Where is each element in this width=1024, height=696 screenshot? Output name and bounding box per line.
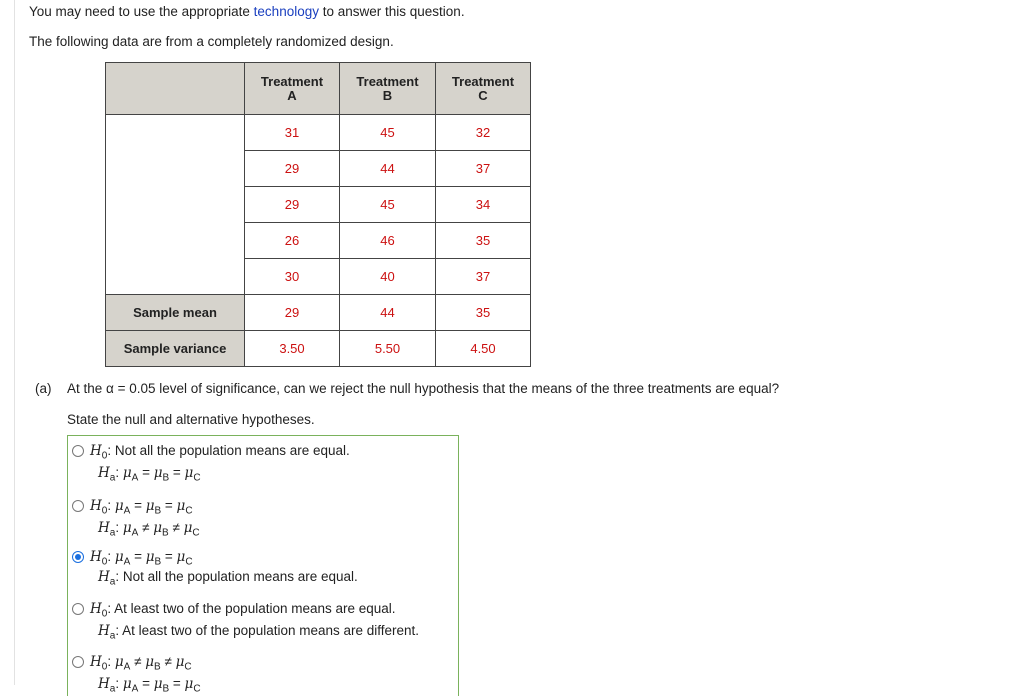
hypothesis-options-box	[67, 435, 459, 696]
alt-hypothesis: $H_a$: $\mu_A = \mu_B = \mu_C$	[98, 465, 201, 484]
technology-link[interactable]: technology	[253, 4, 319, 19]
alt-hypothesis: $H_a$: At least two of the population means are different.	[98, 623, 420, 642]
cell: 3.50	[245, 331, 340, 367]
cell: 45	[340, 187, 436, 223]
cell: 46	[340, 223, 436, 259]
null-hypothesis: $H_0$: At least two of the population means are equal.	[90, 601, 396, 620]
radio-button-selected[interactable]	[72, 551, 84, 563]
sample-variance-label: Sample variance	[106, 331, 245, 367]
cell: 40	[340, 259, 436, 295]
question-tag: (a)	[35, 381, 52, 396]
header-treatment-c: Treatment C	[436, 63, 531, 115]
radio-button[interactable]	[72, 603, 84, 615]
intro-line-1	[29, 4, 465, 19]
cell: 32	[436, 115, 531, 151]
cell: 37	[436, 151, 531, 187]
sample-mean-row	[106, 295, 531, 331]
intro-line-2: The following data are from a completely randomized design.	[29, 34, 394, 49]
header-empty	[106, 63, 245, 115]
table-row	[106, 115, 531, 151]
cell: 37	[436, 259, 531, 295]
cell: 4.50	[436, 331, 531, 367]
header-row	[106, 63, 531, 115]
cell: 35	[436, 295, 531, 331]
sample-variance-row	[106, 331, 531, 367]
cell: 29	[245, 151, 340, 187]
cell: 31	[245, 115, 340, 151]
instruction: State the null and alternative hypotheses.	[67, 412, 315, 427]
header-treatment-b: Treatment B	[340, 63, 436, 115]
cell: 29	[245, 295, 340, 331]
alt-hypothesis: $H_a$: Not all the population means are equal.	[98, 569, 358, 588]
intro-text: You may need to use the appropriate	[29, 4, 254, 19]
row-label-blank	[106, 115, 245, 295]
data-table	[105, 62, 531, 367]
cell: 26	[245, 223, 340, 259]
cell: 45	[340, 115, 436, 151]
cell: 44	[340, 295, 436, 331]
alt-hypothesis: $H_a$: $\mu_A \ne \mu_B \ne \mu_C$	[98, 520, 200, 539]
cell: 30	[245, 259, 340, 295]
cell: 35	[436, 223, 531, 259]
sample-mean-label: Sample mean	[106, 295, 245, 331]
cell: 29	[245, 187, 340, 223]
cell: 5.50	[340, 331, 436, 367]
question-text: At the α = 0.05 level of significance, can we reject the null hypothesis that the means of the three treatments are equal?	[67, 381, 780, 396]
alt-hypothesis: $H_a$: $\mu_A = \mu_B = \mu_C$	[98, 676, 201, 695]
cell: 44	[340, 151, 436, 187]
cell: 34	[436, 187, 531, 223]
radio-button[interactable]	[72, 500, 84, 512]
null-hypothesis: $H_0$: Not all the population means are equal.	[90, 443, 350, 462]
null-hypothesis: $H_0$: $\mu_A = \mu_B = \mu_C$	[90, 498, 193, 517]
header-treatment-a: Treatment A	[245, 63, 340, 115]
null-hypothesis: $H_0$: $\mu_A \ne \mu_B \ne \mu_C$	[90, 654, 192, 673]
intro-text-end: to answer this question.	[318, 4, 465, 19]
null-hypothesis: $H_0$: $\mu_A = \mu_B = \mu_C$	[90, 549, 193, 568]
radio-button[interactable]	[72, 445, 84, 457]
question-a	[35, 381, 779, 396]
left-border-line	[14, 0, 15, 685]
radio-button[interactable]	[72, 656, 84, 668]
